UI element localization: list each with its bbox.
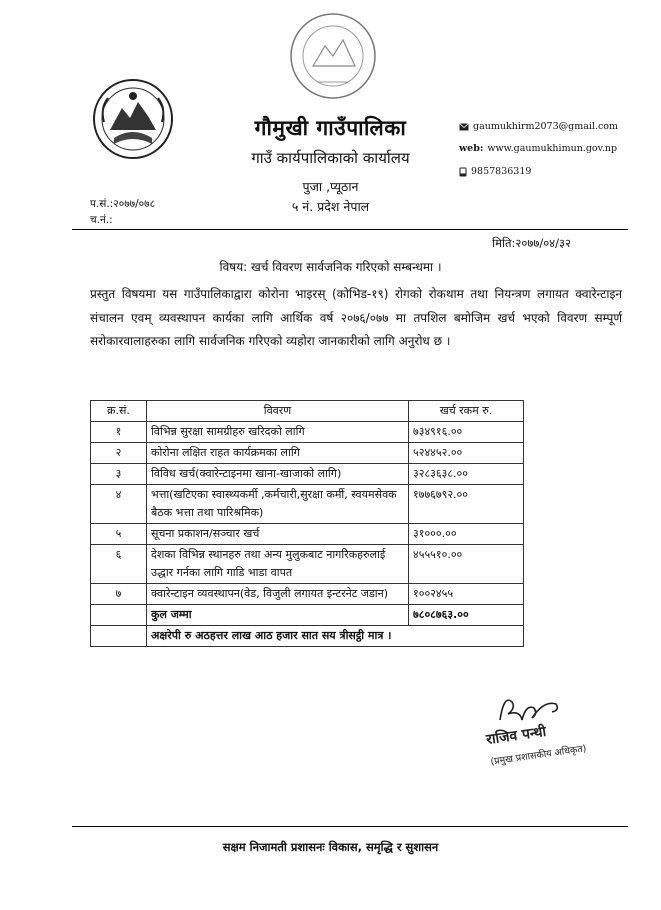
row-sn: ४	[91, 485, 147, 524]
header-divider	[72, 229, 628, 230]
total-label: कुल जम्मा	[147, 605, 409, 626]
table-row	[91, 524, 524, 545]
phone-icon	[459, 167, 467, 177]
office-subtitle: गाउँ कार्यपालिकाको कार्यालय	[251, 149, 410, 167]
row-description: देशका विभिन्न स्थानहरु तथा अन्य मुलुकबाट नागरिकहरुलाई उद्धार गर्नका लागि गाडि भाडा वापत	[147, 545, 409, 584]
row-sn: १	[91, 422, 147, 443]
total-amount: ७८०८७६३.००	[409, 605, 524, 626]
row-sn: ३	[91, 464, 147, 485]
table-row	[91, 464, 524, 485]
web-text: www.gaumukhimun.gov.np	[487, 143, 618, 154]
contact-web	[459, 143, 617, 154]
envelope-icon	[459, 123, 469, 131]
row-sn: ५	[91, 524, 147, 545]
reference-number: प.सं.:२०७७/०७८	[90, 198, 156, 210]
row-description: विभिन्न सुरक्षा सामग्रीहरु खरिदको लागि	[147, 422, 409, 443]
row-amount: ७३४९१६.००	[409, 422, 524, 443]
header-amount: खर्च रकम रु.	[409, 401, 524, 422]
table-words-row	[91, 626, 524, 647]
table-row	[91, 584, 524, 605]
signatory-title: (प्रमुख प्रशासकीय अधिकृत)	[489, 743, 588, 768]
letter-date: मिति:२०७७/०४/३२	[492, 236, 571, 250]
footer-divider	[72, 826, 628, 827]
signature-block	[476, 690, 616, 780]
expense-table	[90, 400, 524, 647]
table-row	[91, 485, 524, 524]
address-line-1: पुजा ,प्यूठान	[302, 179, 359, 194]
contact-email	[459, 121, 618, 132]
table-total-row	[91, 605, 524, 626]
signatory-name: राजिव पन्थी	[485, 723, 548, 749]
email-text: gaumukhirm2073@gmail.com	[473, 121, 619, 132]
letter-body: प्रस्तुत विषयमा यस गाउँपालिकाद्वारा कोरोना भाइरस् (कोभिड-१९) रोगको रोकथाम तथा नियन्त्रण लगायत क्वारेन्टाइन संचालन एवम् व्यवस्थापन कार्यका लागि आर्थिक वर्ष २०७६/०७७ मा तपशिल बमोजिम खर्च भएको विवरण सम्पूर्ण सरोकारवालाहरुका लागि सार्वजनिक गरिएको व्यहोरा जानकारीको लागि अनुरोध छ ।	[90, 287, 622, 348]
office-stamp	[287, 10, 379, 102]
row-amount: १७७६७९२.००	[409, 485, 524, 524]
web-label: web:	[459, 143, 484, 154]
table-row	[91, 545, 524, 584]
row-sn: ७	[91, 584, 147, 605]
row-amount: ५२४४५२.००	[409, 443, 524, 464]
row-description: क्वारेन्टाइन व्यवस्थापन(वेड, विजुली लगायत इन्टरनेट जडान)	[147, 584, 409, 605]
row-description: भत्ता(खटिएका स्वास्थ्यकर्मी ,कर्मचारी,सुरक्षा कर्मी, स्वयमसेवक बैठक भत्ता तथा पारिश्रमिक)	[147, 485, 409, 524]
table-header-row	[91, 401, 524, 422]
contact-phone	[459, 166, 531, 177]
footer-slogan: सक्षम निजामती प्रशासनः विकास, समृद्धि र सुशासन	[222, 840, 439, 854]
address-line-2: ५ नं. प्रदेश नेपाल	[291, 199, 370, 214]
row-amount: ४५५५१०.००	[409, 545, 524, 584]
row-sn: ६	[91, 545, 147, 584]
header-sn: क्र.सं.	[91, 401, 147, 422]
row-sn: २	[91, 443, 147, 464]
phone-text: 9857836319	[471, 166, 532, 177]
letter-subject: विषय: खर्च विवरण सार्वजनिक गरिएको सम्बन्धमा ।	[219, 260, 442, 274]
row-amount: १००२४५५	[409, 584, 524, 605]
office-name: गौमुखी गाउँपालिका	[254, 116, 407, 140]
row-amount: ३२८३६३८.००	[409, 464, 524, 485]
header-description: विवरण	[147, 401, 409, 422]
table-row	[91, 443, 524, 464]
dispatch-number: च.नं.:	[90, 214, 113, 226]
row-description: कोरोना लक्षित राहत कार्यक्रमका लागि	[147, 443, 409, 464]
row-description: विविध खर्च(क्वारेन्टाइनमा खाना-खाजाको लागि)	[147, 464, 409, 485]
table-row	[91, 422, 524, 443]
amount-in-words: अक्षरेपी रु अठहत्तर लाख आठ हजार सात सय त्रीसट्ठी मात्र ।	[147, 626, 524, 647]
row-description: सूचना प्रकाशन/सञ्चार खर्च	[147, 524, 409, 545]
row-amount: ३१०००.००	[409, 524, 524, 545]
